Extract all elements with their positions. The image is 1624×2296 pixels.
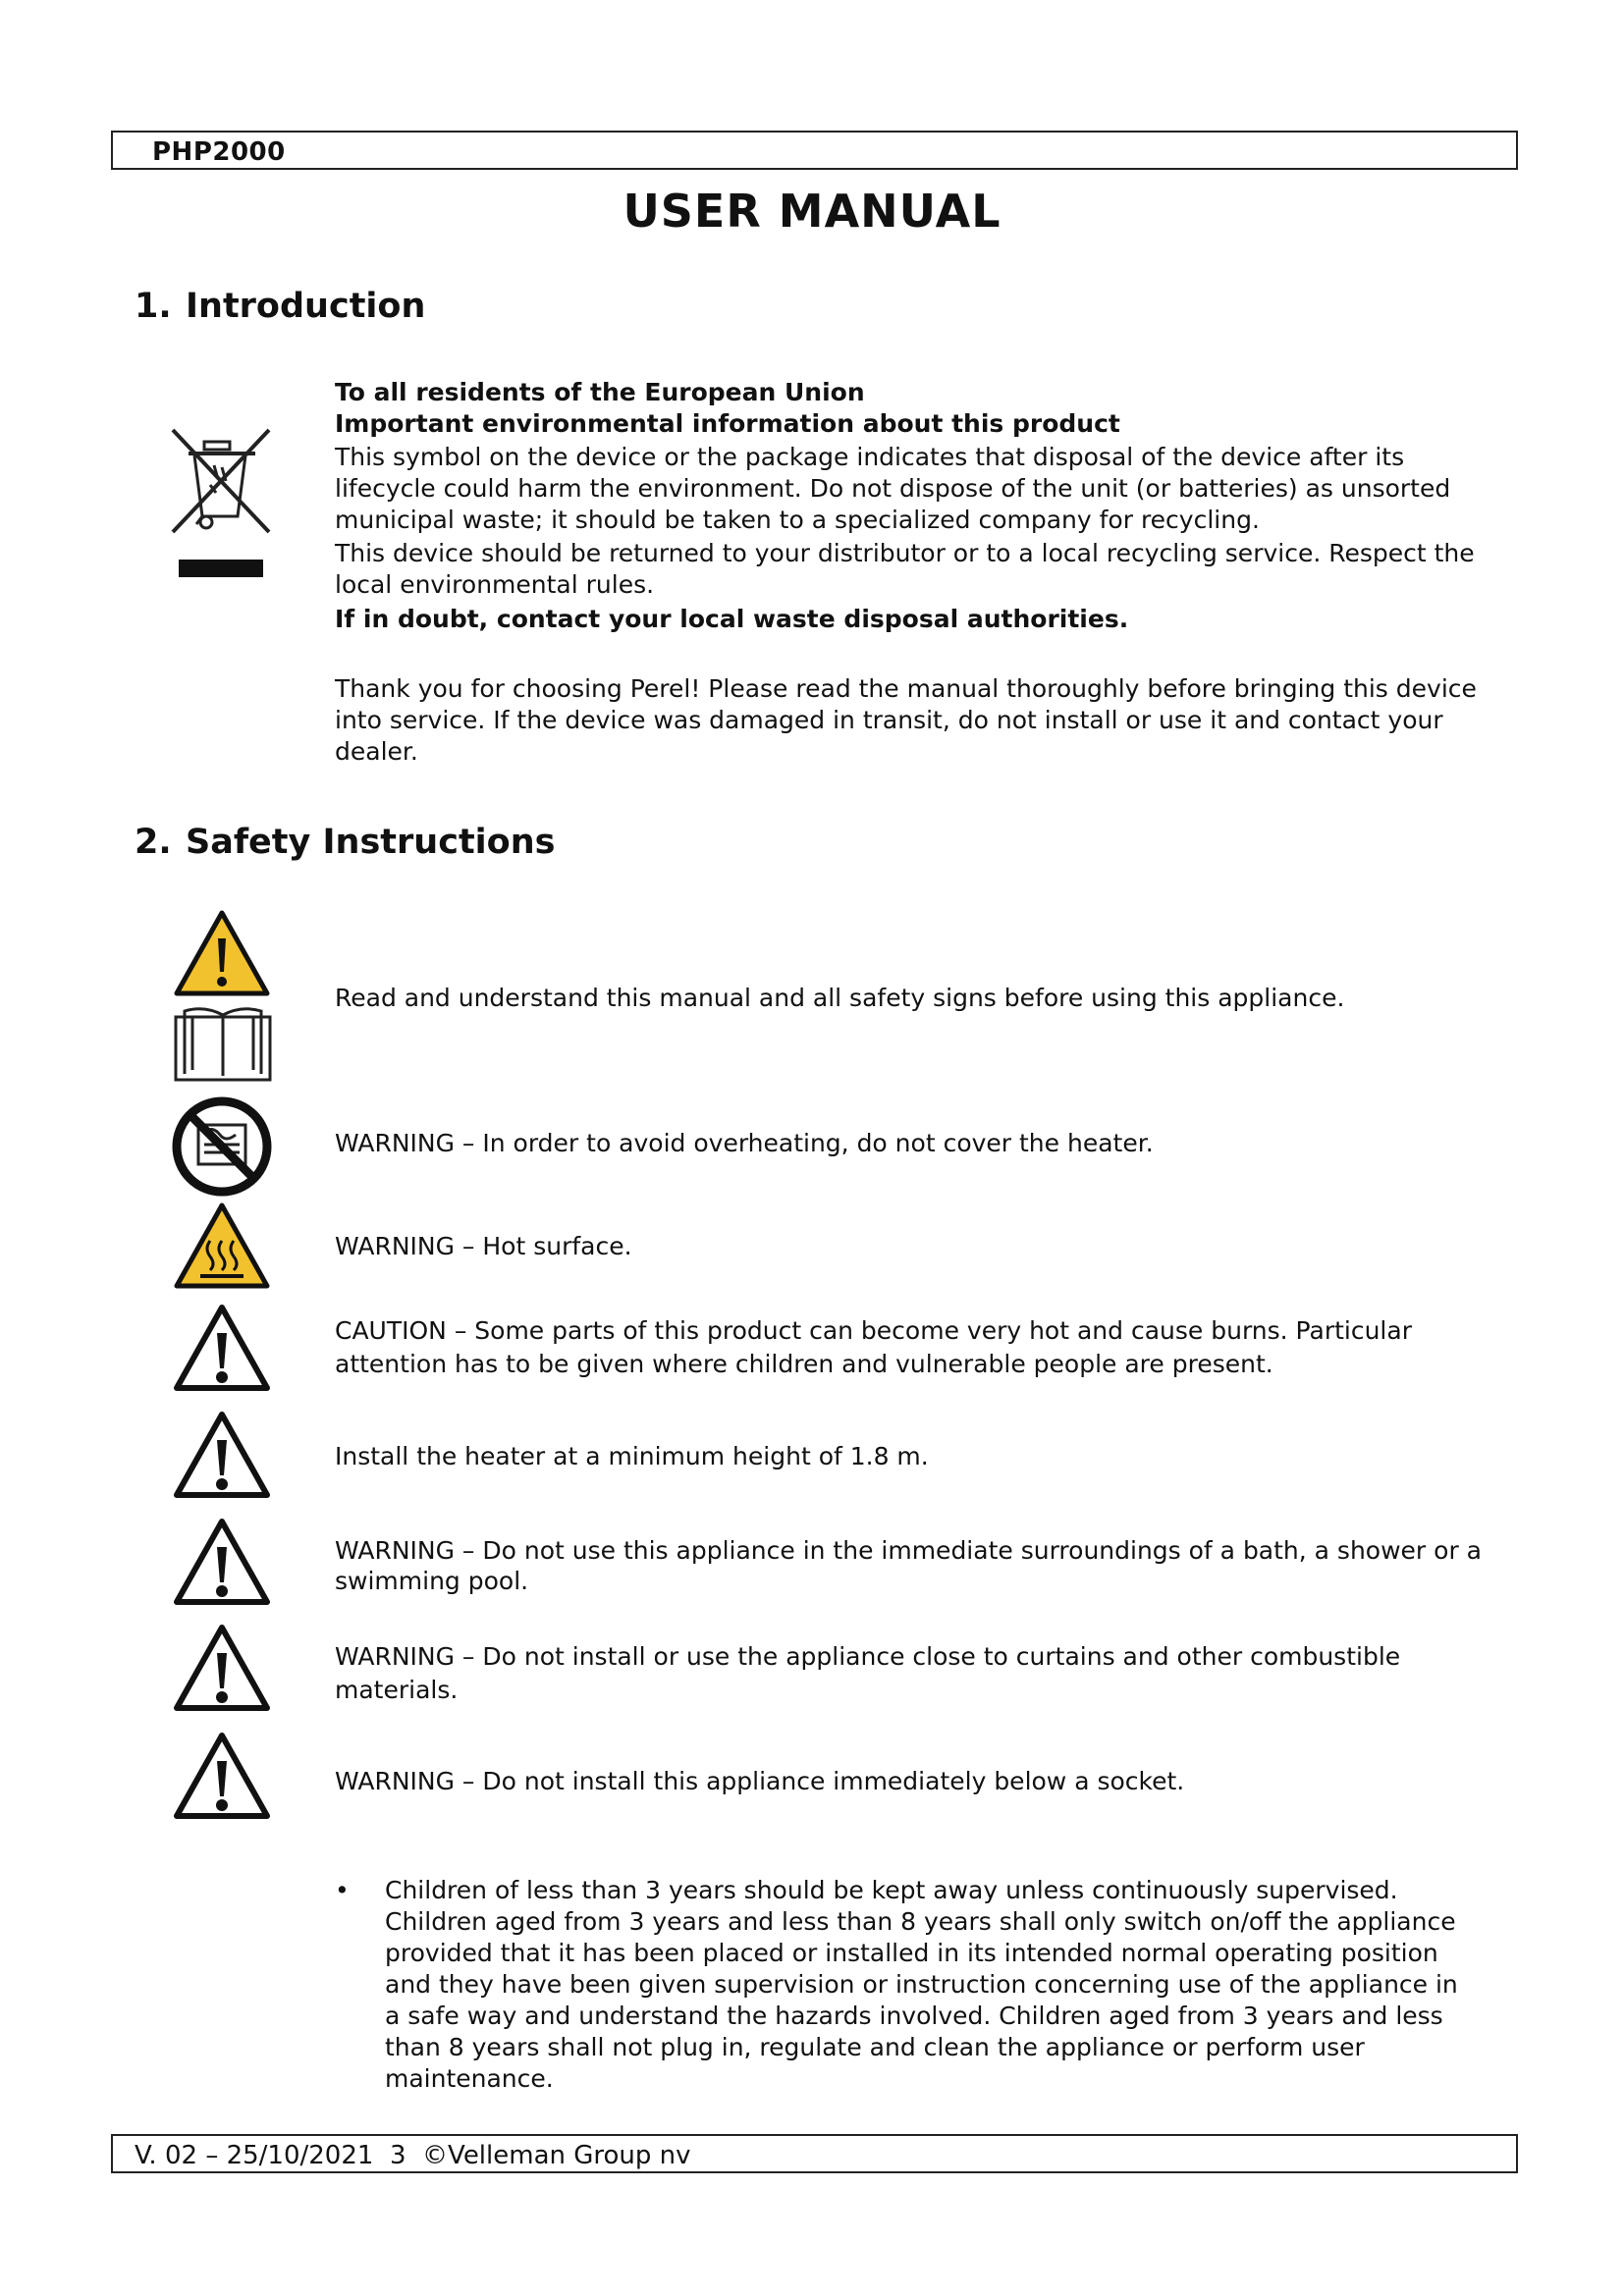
page-number: 3: [389, 2141, 406, 2170]
do-not-cover-icon: [171, 1095, 273, 1198]
warning-triangle-icon: [171, 1730, 273, 1822]
footer-box: [111, 2134, 1518, 2173]
warning-triangle-icon: [171, 1622, 273, 1714]
section-title: Introduction: [186, 287, 426, 326]
page-title: USER MANUAL: [623, 185, 1001, 238]
header-box: [111, 131, 1518, 170]
bullet-marker: •: [335, 1876, 350, 1904]
warning-triangle-icon: [171, 1409, 273, 1501]
warning-triangle-icon: [171, 1302, 273, 1394]
safety-sign-text-6: WARNING – Do not use this appliance in the immediate surroundings of a bath, a shower or a swimming pool.: [335, 1536, 1482, 1595]
env-heading: Important environmental information about this product: [335, 409, 1120, 438]
safety-sign-text-3: WARNING – Hot surface.: [335, 1232, 632, 1260]
safety-sign-text-4: CAUTION – Some parts of this product can become very hot and cause burns. Particular attention has to be given where children and vulnerable people are present.: [335, 1316, 1412, 1378]
hot-surface-icon: [173, 1201, 271, 1290]
section-number: 1.: [135, 287, 172, 326]
safety-sign-text-2: WARNING – In order to avoid overheating, do not cover the heater.: [335, 1129, 1154, 1157]
safety-bullet-list: [335, 1875, 1464, 2095]
footer-text: [135, 2141, 691, 2170]
safety-sign-text-8: WARNING – Do not install this appliance immediately below a socket.: [335, 1767, 1185, 1795]
model-number: PHP2000: [152, 137, 286, 167]
warning-triangle-yellow-icon: [173, 909, 271, 997]
footer-version: V. 02 – 25/10/2021: [135, 2141, 374, 2170]
section-number: 2.: [135, 823, 172, 862]
list-item: [335, 1875, 1464, 2095]
bullet-text: Children of less than 3 years should be kept away unless continuously supervised. Children aged from 3 years and less than 8 years shall only switch on/off the appliance provided that it has been placed or installed in its intended normal operating position and they have been given supervision or instruction concerning use of the appliance in a safe way and understand the hazards involved. Children aged from 3 years and less than 8 years shall not plug in, regulate and clean the appliance or perform user maintenance.: [385, 1876, 1458, 2093]
eu-heading: To all residents of the European Union: [335, 378, 865, 406]
safety-sign-text-7: WARNING – Do not install or use the appliance close to curtains and other combustible materials.: [335, 1642, 1401, 1704]
thanks-paragraph: Thank you for choosing Perel! Please read the manual thoroughly before bringing this device into service. If the device was damaged in transit, do not install or use it and contact your dealer.: [335, 674, 1477, 766]
safety-sign-text-5: Install the heater at a minimum height of 1.8 m.: [335, 1442, 929, 1470]
section-heading-safety: [135, 823, 555, 862]
env-paragraph-2: This device should be returned to your distributor or to a local recycling service. Respect the local environmental rules.: [335, 539, 1475, 599]
env-disposal-note: If in doubt, contact your local waste disposal authorities.: [335, 605, 1129, 633]
safety-sign-text-1: Read and understand this manual and all safety signs before using this appliance.: [335, 984, 1345, 1012]
warning-triangle-icon: [171, 1516, 273, 1608]
footer-copyright: ©Velleman Group nv: [422, 2141, 691, 2170]
env-paragraph-1: This symbol on the device or the package indicates that disposal of the device after its lifecycle could harm the environment. Do not dispose of the unit (or batteries) as unsorted municipal waste; it should be taken to a specialized company for recycling.: [335, 443, 1451, 534]
read-manual-icon: [173, 1005, 273, 1084]
section-title: Safety Instructions: [186, 823, 556, 862]
section-heading-introduction: [135, 287, 425, 326]
crossed-bin-icon: [167, 426, 277, 581]
